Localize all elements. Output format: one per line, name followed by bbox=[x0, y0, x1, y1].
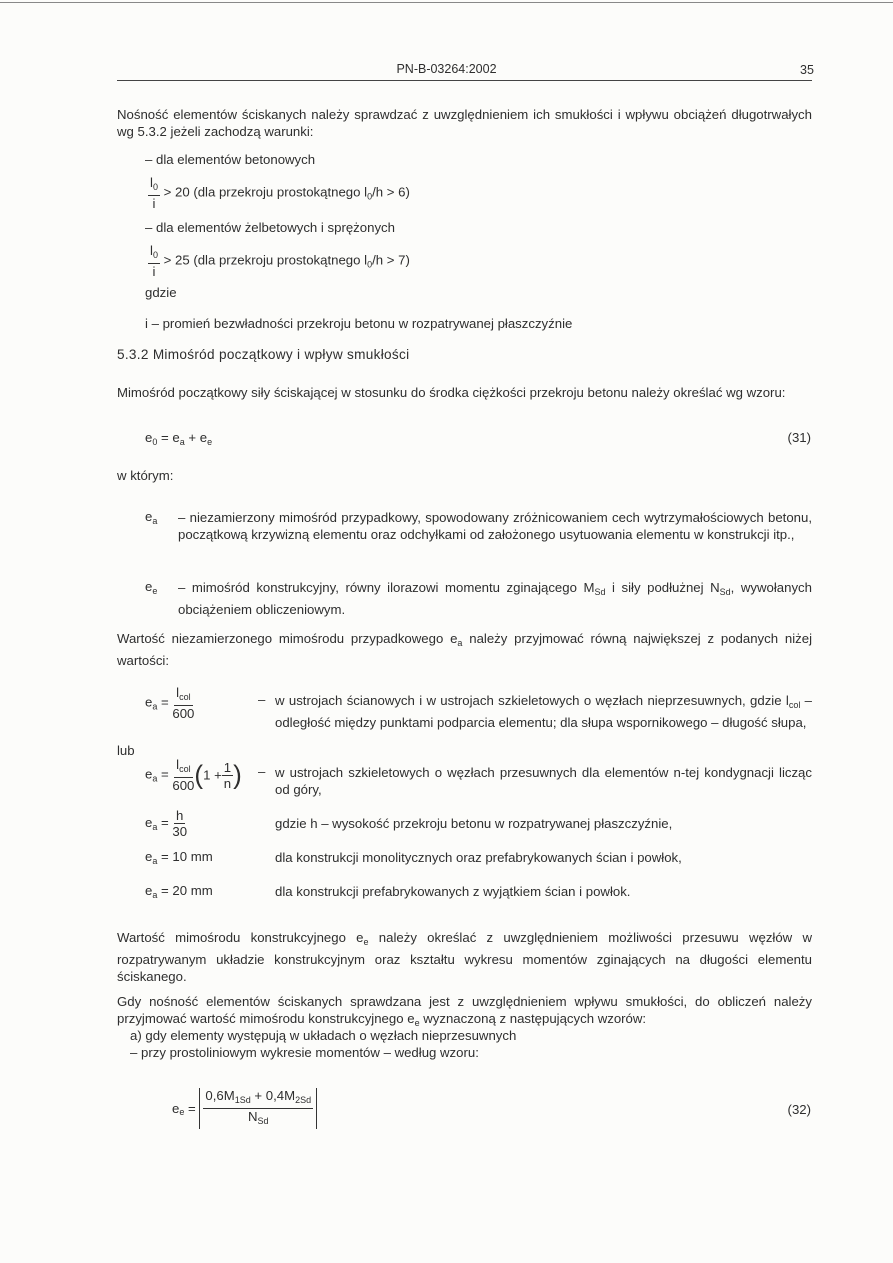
scan-edge-line bbox=[0, 2, 893, 3]
def-text-ee: – mimośród konstrukcyjny, równy ilorazowi momentu zginającego $M_{Sd}$ i siły podłużnej $N_{Sd}$, wywołanych obciążeniem obliczeniowym. bbox=[178, 580, 812, 617]
in-which-label: w którym: bbox=[117, 468, 174, 483]
equation-number-32: (32) bbox=[787, 1102, 811, 1117]
header-standard: PN-B-03264:2002 bbox=[396, 62, 497, 76]
header-rule bbox=[117, 80, 812, 81]
paragraph-initial-eccentricity: Mimośród początkowy siły ściskającej w stosunku do środka ciężkości przekroju betonu należy określać wg wzoru: bbox=[117, 385, 786, 400]
formula-ea-sway: $e_a$ = $\frac{l_{col}}{600}$ (1 + $\frac{1}{n}$ ) bbox=[145, 757, 242, 793]
i-definition: i – promień bezwładności przekroju betonu w rozpatrywanej płaszczyźnie bbox=[145, 316, 573, 331]
reinforced-label: – dla elementów żelbetowych i sprężonych bbox=[145, 220, 395, 235]
case-text-4: dla konstrukcji monolitycznych oraz prefabrykowanych ścian i powłok, bbox=[275, 850, 682, 865]
def-symbol-ea: $e_a$ bbox=[145, 509, 158, 526]
case-text-1: w ustrojach ścianowych i w ustrojach szkieletowych o węzłach nieprzesuwnych, gdzie $l_{col}$ – odległość między punktami podparcia elementu; dla słupa wspornikowego – długość słupa, bbox=[275, 693, 813, 730]
dash: – bbox=[258, 764, 266, 779]
paragraph-structural-eccentricity: Wartość mimośrodu konstrukcyjnego $e_e$ należy określać z uwzględnieniem możliwości przesuwu węzłów w rozpatrywanym układzie konstrukcyjnym oraz kształtu wykresu momentów zginających na długości elementu ściskanego. bbox=[117, 930, 812, 984]
formula-ea-h-30: $e_a$ = $\frac{h}{30}$ bbox=[145, 808, 188, 839]
concrete-label: – dla elementów betonowych bbox=[145, 152, 316, 167]
def-symbol-ee: $e_e$ bbox=[145, 579, 158, 596]
paragraph-random-eccentricity: Wartość niezamierzonego mimośrodu przypadkowego $e_a$ należy przyjmować równą największej z podanych niżej wartości: bbox=[117, 631, 813, 668]
formula-ea-lcol-600: $e_a$ = $\frac{l_{col}}{600}$ bbox=[145, 685, 195, 721]
intro-paragraph: Nośność elementów ściskanych należy sprawdzać z uwzględnieniem ich smukłości i wpływu obciążeń długotrwałych wg 5.3.2 jeżeli zachodzą warunki: bbox=[117, 107, 812, 139]
case-text-3: gdzie h – wysokość przekroju betonu w rozpatrywanej płaszczyźnie, bbox=[275, 816, 673, 831]
item-dash: – przy prostoliniowym wykresie momentów – według wzoru: bbox=[130, 1045, 479, 1060]
where-label: gdzie bbox=[145, 285, 177, 300]
dash: – bbox=[258, 692, 266, 707]
concrete-formula: $\frac{l_0}{i}$ > 20 (dla przekroju prostokątnego $l_0/h > 6$) bbox=[150, 175, 410, 211]
equation-number-31: (31) bbox=[787, 430, 811, 445]
formula-ea-10mm: $e_a = 10$ mm bbox=[145, 849, 213, 866]
case-text-5: dla konstrukcji prefabrykowanych z wyjątkiem ścian i powłok. bbox=[275, 884, 631, 899]
reinforced-formula: $\frac{l_0}{i}$ > 25 (dla przekroju prostokątnego $l_0/h > 7$) bbox=[150, 243, 410, 279]
or-label: lub bbox=[117, 743, 135, 758]
item-a: a) gdy elementy występują w układach o węzłach nieprzesuwnych bbox=[130, 1028, 517, 1043]
case-text-2: w ustrojach szkieletowych o węzłach przesuwnych dla elementów n-tej kondygnacji licząc od góry, bbox=[275, 765, 812, 797]
equation-32: $e_e$ = $\frac{0,6M_{1Sd} + 0,4M_{2Sd}}{N_{Sd}}$ bbox=[172, 1088, 317, 1129]
section-heading: 5.3.2 Mimośród początkowy i wpływ smukłości bbox=[117, 347, 410, 362]
def-text-ea: – niezamierzony mimośród przypadkowy, spowodowany zróżnicowaniem cech wytrzymałościowych betonu, początkową krzywizną elementu oraz odchyłkami od założonego usytuowania elementu w konstrukcji itp., bbox=[178, 510, 812, 542]
page-number: 35 bbox=[800, 63, 814, 77]
formula-ea-20mm: $e_a = 20$ mm bbox=[145, 883, 213, 900]
equation-31: $e_0 = e_a + e_e$ bbox=[145, 430, 213, 447]
paragraph-slenderness: Gdy nośność elementów ściskanych sprawdzana jest z uwzględnieniem wpływu smukłości, do obliczeń należy przyjmować wartość mimośrodu konstrukcyjnego $e_e$ wyznaczoną z następujących wzorów: bbox=[117, 994, 812, 1028]
